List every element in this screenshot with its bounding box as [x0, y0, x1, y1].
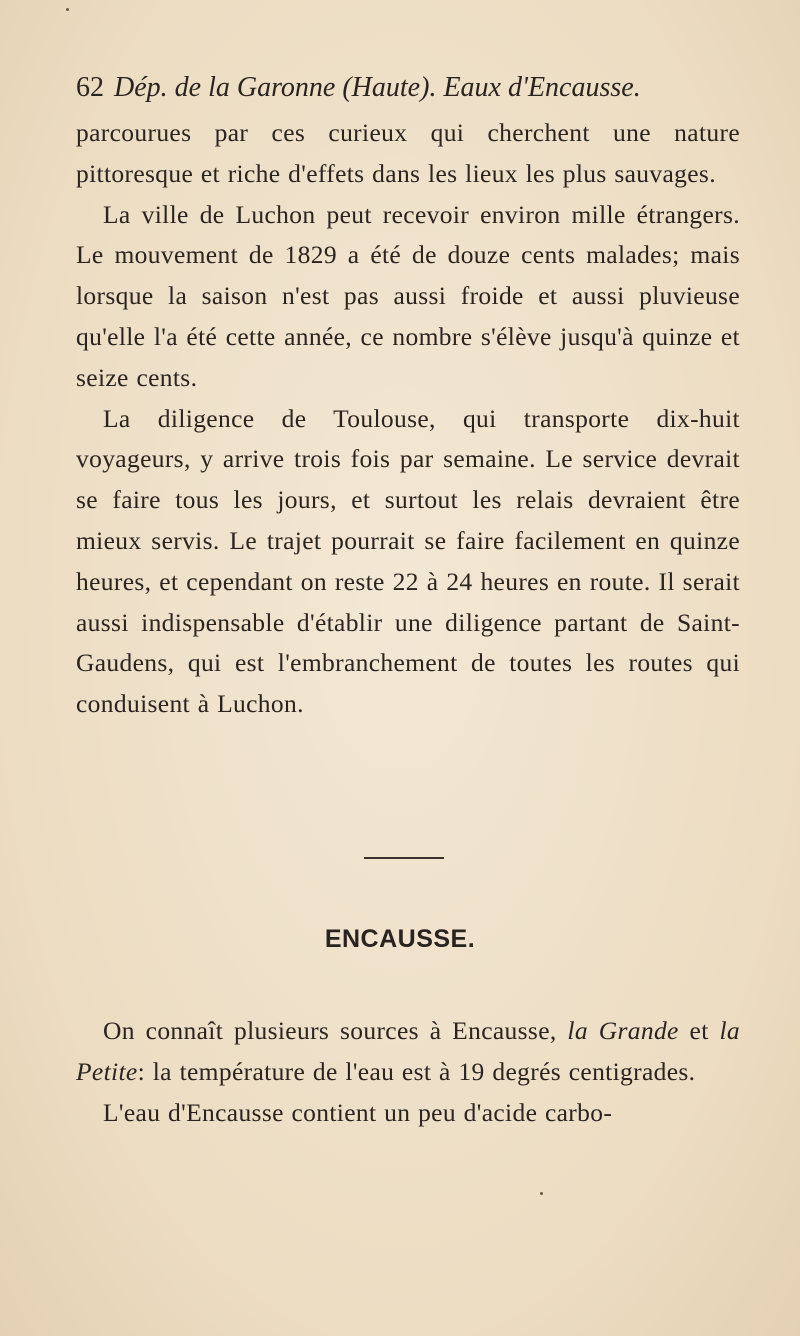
source-name-grande: la Grande: [567, 1016, 679, 1045]
main-text: [76, 113, 740, 725]
section-text: [76, 1011, 740, 1133]
paragraph-sources: [76, 1011, 740, 1093]
paragraph-composition: L'eau d'Encausse contient un peu d'acide carbo-: [103, 1097, 613, 1127]
section-divider: [364, 857, 444, 859]
running-title: Dép. de la Garonne (Haute). Eaux d'Encausse.: [114, 72, 641, 103]
source-name-petite: la Petite: [76, 1016, 740, 1086]
sources-text-start: On connaît plusieurs sources à Encausse,: [103, 1016, 568, 1045]
paper-speck: [66, 8, 69, 11]
sources-text-end: : la température de l'eau est à 19 degrés centigrades.: [137, 1056, 696, 1086]
section-heading: ENCAUSSE.: [324, 925, 476, 953]
page-number: 62: [76, 72, 104, 103]
paragraph-diligence: La diligence de Toulouse, qui transporte dix-huit voyageurs, y arrive trois fois par semaine. Le service devrait se faire tous les jours, et surtout les relais devraient être mieux servis. Le trajet pourrait se faire facilement en quinze heures, et cependant on reste 22 à 24 heures en route. Il serait aussi indispensable d'établir une diligence partant de Saint-Gaudens, qui est l'embranchement de toutes les routes qui conduisent à Luchon.: [76, 403, 740, 719]
paragraph-luchon-capacity: La ville de Luchon peut recevoir environ mille étrangers. Le mouvement de 1829 a été de douze cents malades; mais lorsque la saison n'est pas aussi froide et aussi pluvieuse qu'elle l'a été cette année, ce nombre s'élève jusqu'à quinze et seize cents.: [76, 199, 740, 392]
paragraph-continuation: parcourues par ces curieux qui cherchent une nature pittoresque et riche d'effets dans les lieux les plus sauvages.: [76, 118, 740, 188]
running-header: [76, 68, 728, 108]
paper-speck: [540, 1192, 543, 1195]
sources-text-middle: et: [678, 1016, 720, 1045]
